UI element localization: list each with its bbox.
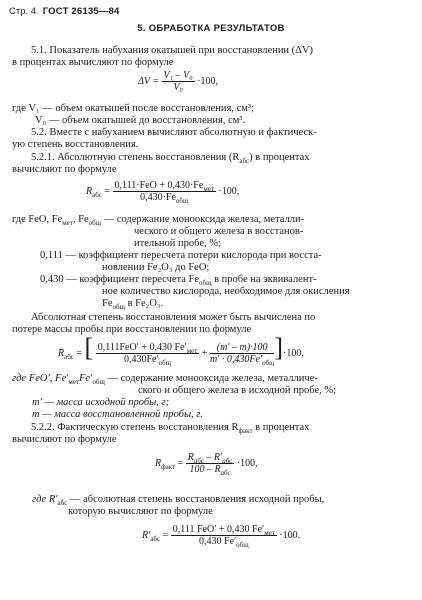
formula-numerator [171,524,277,536]
formula-lhs: R [155,457,162,469]
formula-lhs-sub: факт [161,462,176,471]
alt-line2: потере массы пробы при восстановлении по формуле [12,324,252,335]
alt-line1: Абсолютная степень восстановления может быть вычислена по [31,312,316,323]
p522-text-end: в процентах [252,422,310,433]
p52-line1: 5.2. Вместе с набуханием вычисляют абсолютную и фактическ- [31,127,317,138]
p521-text-end: ) в процентах [249,152,310,163]
num-sub: мет [203,185,214,193]
formula-denominator [113,192,216,203]
p51-line2: в процентах вычисляют по формуле [12,57,174,68]
formula-denominator [171,536,277,547]
p522-sub: факт [238,427,253,436]
w1b: — абсолютная степень восстановления исходной пробы, [67,494,325,505]
formula-lhs: ΔV = [138,75,160,87]
formula-r-abs-mass [58,333,304,368]
formula-numerator [113,180,216,192]
p521-sub: абс [239,157,250,166]
formula-r-abs [86,180,239,203]
num-text: 0,111·FeO + 0,430·Fe [114,180,204,191]
p521-where3: ительной пробе, %; [134,238,221,249]
p522-text: 5.2.2. Фактическую степень восстановления R [31,422,239,433]
f1-num-text: 0,111FeO′ + 0,430 Fe′ [97,342,187,354]
p521-line1 [31,152,310,164]
formula-eq: = [175,457,186,469]
p521-where7: ное количество кислорода, необходимое для окисления [102,286,350,297]
f1-numerator [96,342,200,354]
formula-tail: ·100. [279,529,301,541]
p521-where6 [40,274,317,286]
w8b: в Fe₂O₃. [124,298,164,309]
den-sub: общ [236,541,249,549]
f2-numerator: (m′ – m)·100 [210,342,274,354]
formula-fraction [113,180,216,203]
p51-line1: 5.1. Показатель набухания окатышей при восстановлении (ΔV) [31,45,314,56]
f1-den-text: 0,430Fe′ [123,354,159,366]
formula-eq: = [160,529,171,541]
p522-line2: вычисляют по формуле [12,434,117,445]
formula-r-fact [155,452,258,475]
p52-line2: ую степень восстановления. [12,139,139,150]
w1a: где FeO, Fe [12,214,63,225]
f1-denominator [96,354,200,368]
page-header [9,6,120,17]
formula-lhs: R [58,348,65,359]
formula-fraction [171,524,277,547]
formula-tail: ·100, [218,185,240,197]
w1-sub2: общ [88,219,102,228]
standard-code: ГОСТ 26135—84 [42,6,120,17]
formula-denominator [186,464,235,475]
p521-where1 [12,214,304,226]
den-sub: общ [175,197,189,205]
p522-where2: которую вычисляют по формуле [68,506,213,517]
w1a: где R′ [32,494,58,505]
w1c: — содержание монооксида железа, металли- [101,214,305,225]
formula-denominator: V₀ [173,82,183,93]
f2-denominator [209,354,275,368]
num-sub2: абс [222,457,233,465]
num-mid: – R′ [203,452,223,463]
p521-where2: ческого и общего железа в восстанов- [134,226,304,237]
w6b: в пробе на эквивалент- [211,274,317,285]
formula-fraction-1 [96,342,200,368]
formula-tail: ·100, [197,75,219,87]
f1-num-sub: мет [186,347,198,356]
num-sub: мет [264,529,275,537]
f1-den-sub: общ [158,359,172,368]
alt-where1 [12,373,318,385]
formula-tail: ·100, [236,457,258,469]
den-sub: абс [220,469,231,477]
p521-where5: новлении Fe₂O₃ до FeO; [102,262,210,273]
plus-sign: + [201,348,208,359]
formula-eq: = [101,185,113,197]
left-bracket: [ [84,333,94,362]
formula-lhs: R [86,185,93,197]
w1b: , Fe [72,214,89,225]
formula-numerator: V₁ – V₀ [163,70,193,81]
num-text: 0,111 FeO′ + 0,430 Fe′ [172,524,265,535]
formula-lhs: R′ [142,529,151,541]
w1-sub1: мет [68,378,80,387]
p521-text: 5.2.1. Абсолютную степень восстановления (R [31,152,240,163]
formula-fraction-2 [209,342,275,368]
section-title: 5. ОБРАБОТКА РЕЗУЛЬТАТОВ [137,23,285,34]
p51-where1: где V₁ — объем окатышей после восстановления, см³; [12,103,254,114]
alt-where4: m — масса восстановленной пробы, г. [32,409,203,420]
page-number: Стр. 4 [9,6,37,17]
p51-where2: V₀ — объем окатышей до восстановления, см³. [35,115,246,126]
w1-sub: абс [57,499,68,508]
p521-where4: 0,111 — коэффициент пересчета потери кислорода при восста- [40,250,322,261]
formula-numerator [186,452,235,464]
formula-lhs-sub: абс [92,190,102,199]
formula-tail: ·100, [283,348,304,359]
formula-lhs-sub: абс [64,353,74,361]
num-sub1: абс [193,457,204,465]
right-bracket: ] [274,333,283,362]
f2-den-text: m′ · 0,430Fe′ [209,354,263,366]
formula-swelling [138,70,218,93]
formula-r-abs-initial [142,524,300,547]
p522-line1 [31,422,309,434]
w1a: где FeO′, Fe′ [12,373,69,384]
w1c: — содержание монооксида железа, металличе- [104,373,318,384]
w8a: Fe [102,298,113,309]
formula-fraction [162,70,195,93]
p521-where8 [102,298,163,310]
w1b: Fe′ [79,373,93,384]
w1-sub1: мет [62,219,73,228]
den-text: 0,430 Fe′ [198,536,237,547]
num-r: R [187,452,194,463]
w6-sub: общ [199,279,212,288]
formula-lhs-sub: абс [150,534,161,543]
alt-where2: ского и общего железа в исходной пробе, %; [138,385,337,396]
alt-where3: m′ — масса исходной пробы, г; [32,397,170,408]
formula-fraction [186,452,235,475]
den-text: 0,430·Fe [140,192,176,203]
w8-sub: общ [112,303,125,312]
p521-line2: вычисляют по формуле [12,164,117,175]
f2-den-sub: общ [262,359,275,368]
w1-sub2: общ [92,378,105,387]
w6a: 0,430 — коэффициент пересчета Fe [40,274,200,285]
den-text: 100 – R [189,464,221,475]
formula-eq: = [73,348,85,359]
p522-where1 [32,494,324,506]
